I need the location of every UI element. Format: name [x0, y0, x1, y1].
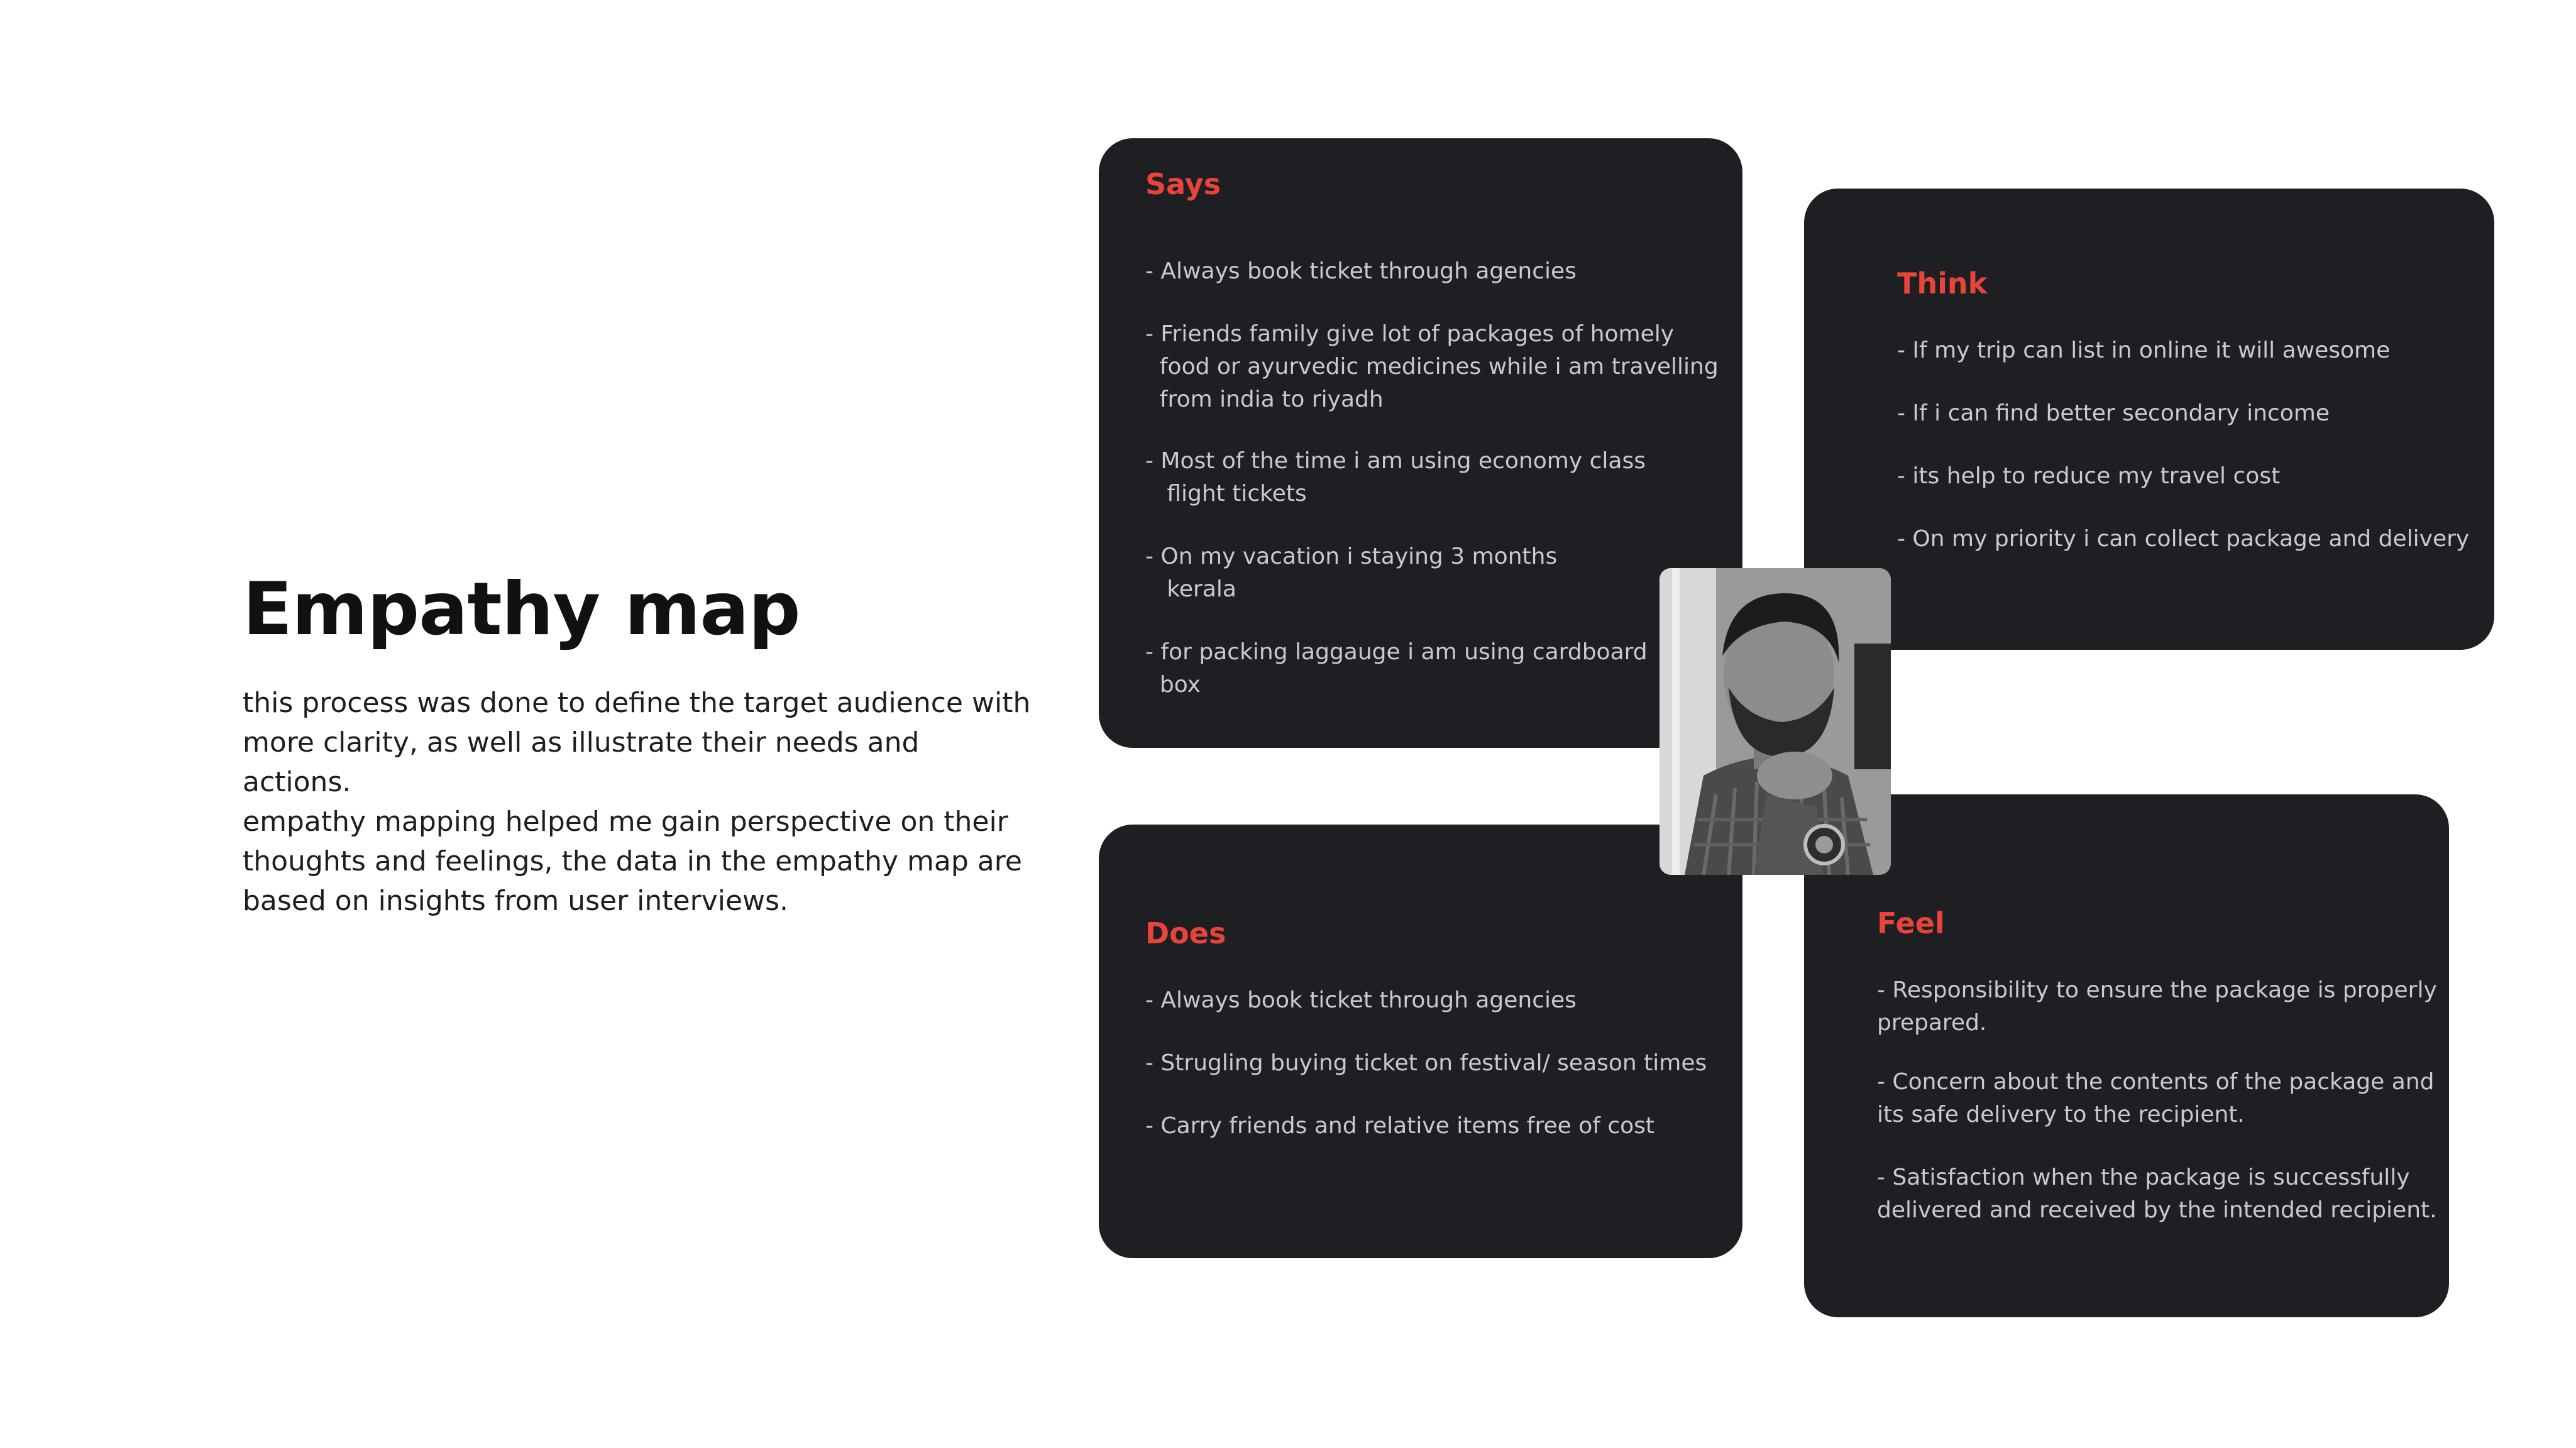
feel-card-title: Feel: [1877, 906, 1945, 940]
think-item: - If i can find better secondary income: [1897, 400, 2330, 426]
does-item: - Carry friends and relative items free of cost: [1145, 1113, 1655, 1139]
intro-description-line: empathy mapping helped me gain perspective on their: [243, 806, 1008, 838]
does-card-title: Does: [1145, 916, 1226, 950]
user-portrait-photo: [1660, 568, 1891, 875]
says-item: - for packing laggauge i am using cardboard box: [1145, 639, 1648, 698]
think-item: - If my trip can list in online it will awesome: [1897, 337, 2391, 363]
feel-item: - Satisfaction when the package is successfully delivered and received by the intended recipient.: [1877, 1165, 2437, 1223]
says-item: - Always book ticket through agencies: [1145, 258, 1577, 284]
feel-card: [1804, 794, 2449, 1317]
intro-description: [243, 683, 1035, 921]
does-card: [1099, 825, 1742, 1258]
says-card-title: Says: [1145, 167, 1221, 201]
says-item: - On my vacation i staying 3 months kerala: [1145, 544, 1558, 602]
says-card: [1099, 138, 1742, 748]
intro-description-line: this process was done to define the target audience with: [243, 687, 1031, 720]
page-title: Empathy map: [243, 567, 800, 652]
says-item: - Most of the time i am using economy class flight tickets: [1145, 448, 1646, 507]
feel-item: - Concern about the contents of the package and its safe delivery to the recipient.: [1877, 1069, 2435, 1127]
intro-description-line: more clarity, as well as illustrate their needs and actions.: [243, 727, 920, 799]
does-item: - Strugling buying ticket on festival/ season times: [1145, 1050, 1707, 1076]
think-item: - On my priority i can collect package and delivery: [1897, 526, 2470, 552]
does-item: - Always book ticket through agencies: [1145, 987, 1577, 1013]
think-card-title: Think: [1897, 266, 1988, 300]
think-card: [1804, 189, 2494, 650]
intro-description-line: based on insights from user interviews.: [243, 885, 788, 918]
portrait-illustration: [1660, 568, 1891, 875]
feel-item: - Responsibility to ensure the package is properly prepared.: [1877, 977, 2437, 1036]
think-item: - its help to reduce my travel cost: [1897, 463, 2281, 489]
intro-section: [243, 566, 1035, 921]
says-item: - Friends family give lot of packages of homely food or ayurvedic medicines while i am travelling from india to riyadh: [1145, 321, 1719, 412]
intro-description-line: thoughts and feelings, the data in the empathy map are: [243, 845, 1022, 878]
